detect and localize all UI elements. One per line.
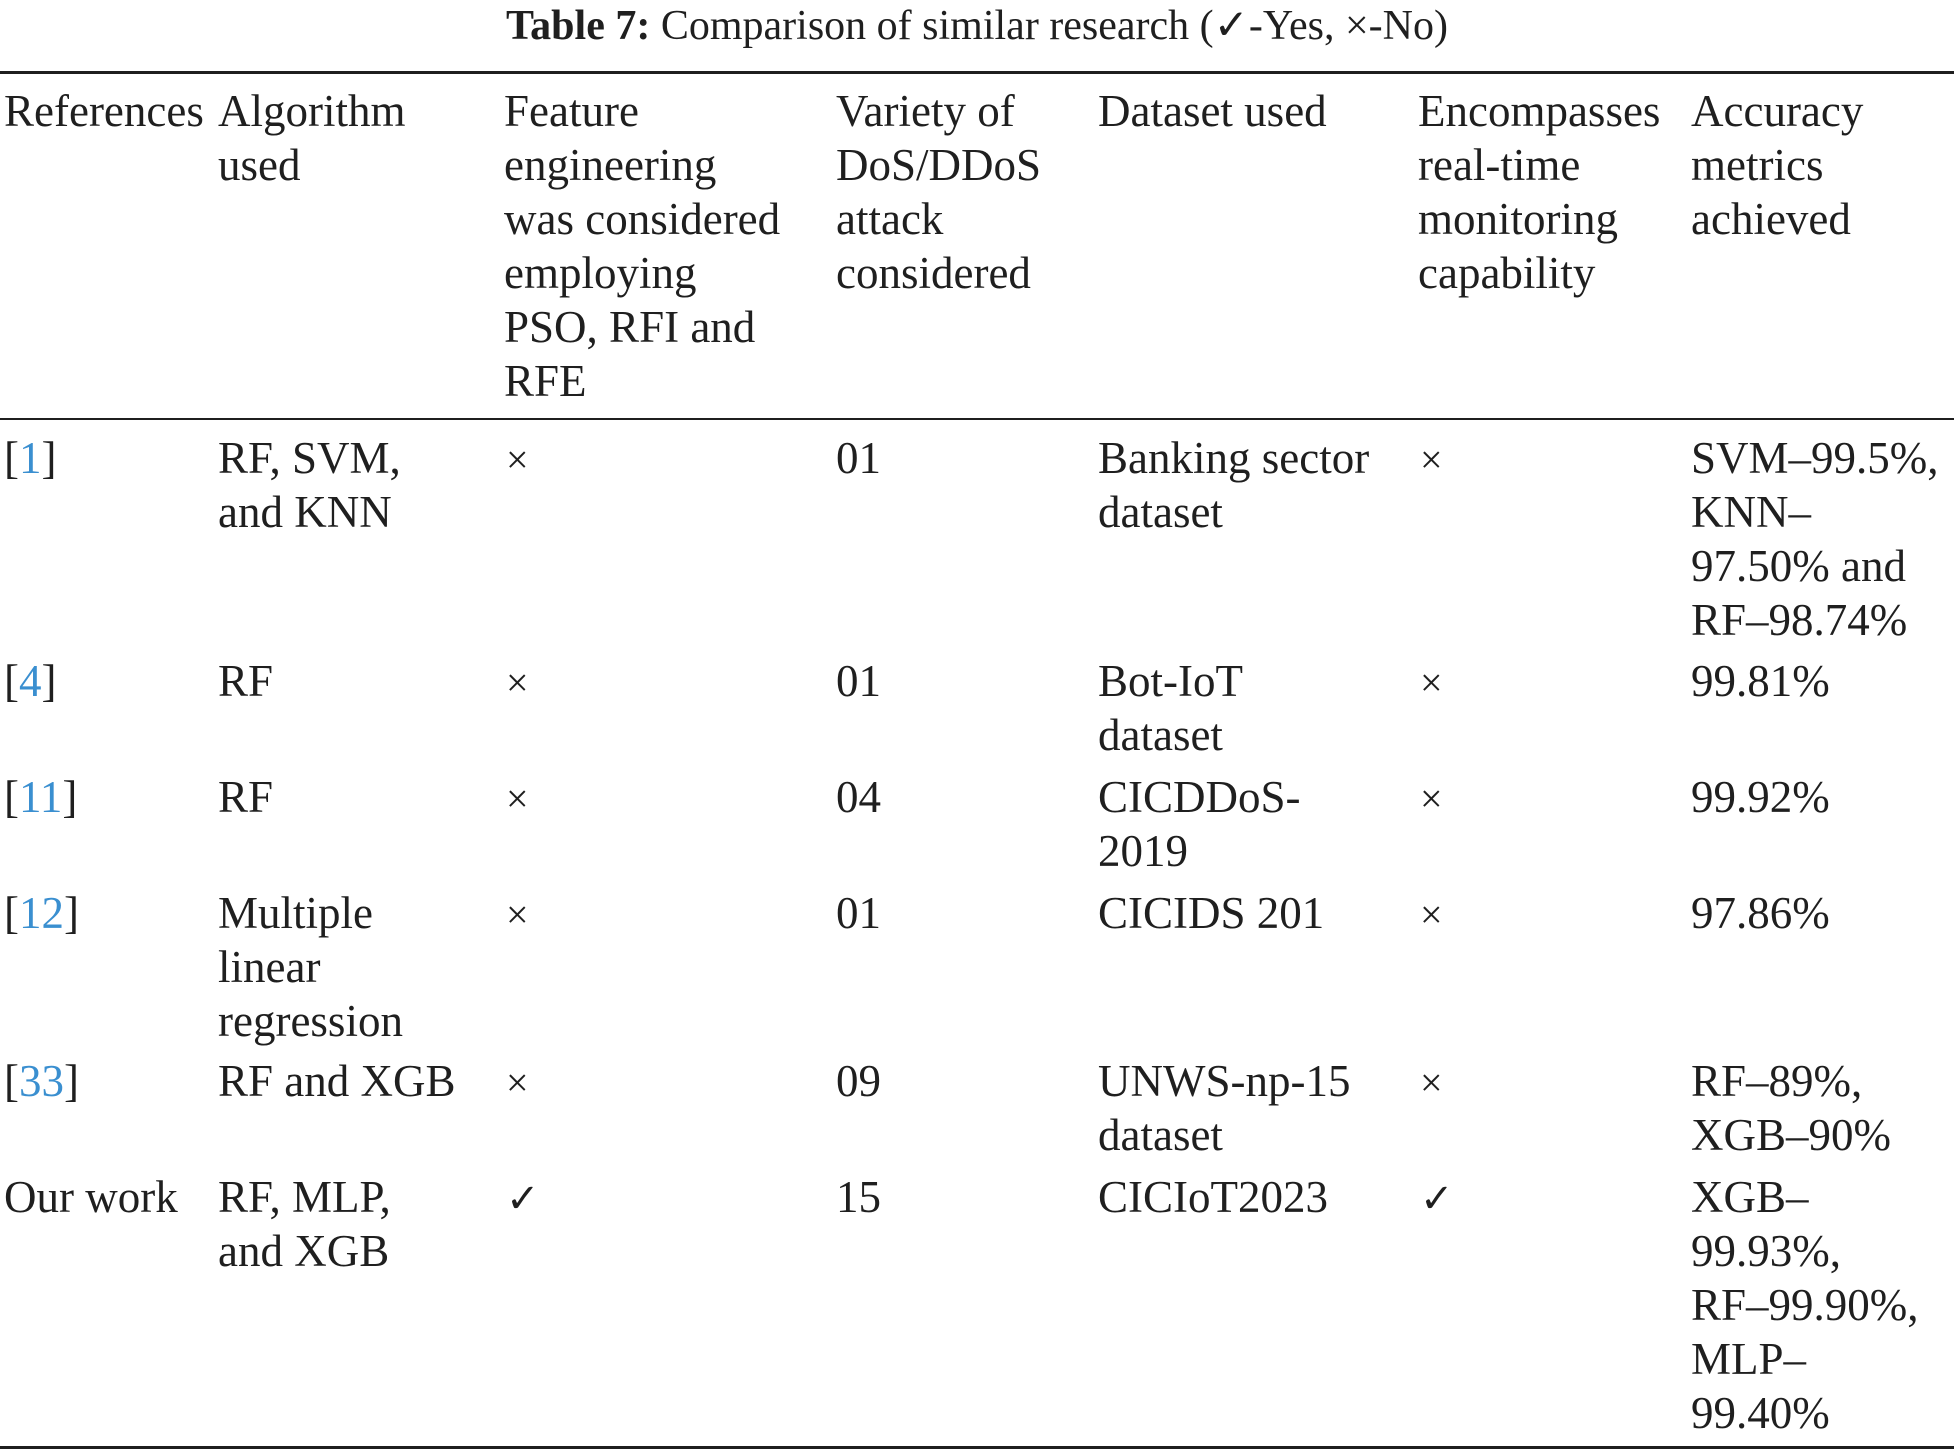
header-variety: Variety of DoS/DDoS attack considered (836, 86, 1042, 298)
cell-accuracy: 99.81% (1691, 656, 1830, 706)
cell-realtime: × (1420, 1060, 1443, 1105)
cell-reference (4, 654, 57, 708)
ref-bracket-open: [ (4, 772, 19, 822)
header-feature-engineering: Feature engineering was considered employing PSO, RFI and RFE (504, 86, 781, 406)
table-caption-text: Comparison of similar research (✓-Yes, ×-No) (660, 3, 1448, 49)
cell-realtime: × (1420, 437, 1443, 482)
ref-bracket-close: ] (64, 1056, 79, 1106)
header-realtime: Encompasses real-time monitoring capability (1418, 86, 1661, 298)
table-top-rule (0, 71, 1954, 74)
cell-feature-engineering: × (506, 660, 529, 705)
table-caption (0, 2, 1954, 50)
header-algorithm: Algorithm used (218, 86, 406, 190)
cell-realtime: × (1420, 776, 1443, 821)
ref-bracket-close: ] (62, 772, 78, 822)
ref-bracket-close: ] (64, 888, 79, 938)
ref-bracket-open: [ (4, 1056, 19, 1106)
cell-variety: 01 (836, 656, 881, 706)
ref-bracket-open: [ (4, 433, 19, 483)
cell-variety: 01 (836, 433, 881, 483)
cell-dataset: Banking sector dataset (1098, 433, 1370, 537)
cell-accuracy: 99.92% (1691, 772, 1830, 822)
cell-reference (4, 770, 77, 824)
header-accuracy: Accuracy metrics achieved (1691, 86, 1864, 244)
cell-accuracy: XGB– 99.93%, RF–99.90%, MLP– 99.40% (1691, 1172, 1919, 1438)
cell-feature-engineering: ✓ (506, 1176, 540, 1221)
cell-algorithm: Multiple linear regression (218, 888, 403, 1046)
cell-algorithm: RF, SVM, and KNN (218, 433, 401, 537)
cell-reference (4, 1054, 79, 1108)
cell-dataset: CICIoT2023 (1098, 1172, 1328, 1222)
cell-dataset: CICIDS 201 (1098, 888, 1325, 938)
cell-variety: 01 (836, 888, 881, 938)
cell-accuracy: 97.86% (1691, 888, 1830, 938)
ref-bracket-open: [ (4, 656, 19, 706)
cell-variety: 09 (836, 1056, 881, 1106)
ref-link[interactable]: 33 (19, 1056, 64, 1106)
cell-realtime: × (1420, 660, 1443, 705)
cell-algorithm: RF and XGB (218, 1056, 456, 1106)
cell-reference (4, 431, 57, 485)
ref-link[interactable]: 1 (19, 433, 42, 483)
ref-link[interactable]: 11 (19, 772, 63, 822)
header-dataset: Dataset used (1098, 86, 1327, 136)
cell-realtime: ✓ (1420, 1176, 1454, 1221)
ref-link[interactable]: 12 (19, 888, 64, 938)
cell-dataset: CICDDoS- 2019 (1098, 772, 1301, 876)
cell-feature-engineering: × (506, 437, 529, 482)
ref-bracket-close: ] (41, 433, 57, 483)
cell-feature-engineering: × (506, 892, 529, 937)
ref-link[interactable]: 4 (19, 656, 42, 706)
cell-variety: 15 (836, 1172, 881, 1222)
cell-algorithm: RF (218, 772, 274, 822)
ref-bracket-close: ] (41, 656, 57, 706)
cell-realtime: × (1420, 892, 1443, 937)
cell-feature-engineering: × (506, 1060, 529, 1105)
cell-reference: Our work (4, 1172, 178, 1222)
cell-algorithm: RF (218, 656, 274, 706)
cell-dataset: Bot-IoT dataset (1098, 656, 1243, 760)
cell-dataset: UNWS-np-15 dataset (1098, 1056, 1351, 1160)
table-caption-label: Table 7: (506, 3, 651, 49)
ref-bracket-open: [ (4, 888, 19, 938)
cell-accuracy: SVM–99.5%, KNN– 97.50% and RF–98.74% (1691, 433, 1939, 645)
cell-variety: 04 (836, 772, 881, 822)
cell-accuracy: RF–89%, XGB–90% (1691, 1056, 1891, 1160)
cell-reference (4, 886, 79, 940)
cell-feature-engineering: × (506, 776, 529, 821)
header-references: References (4, 86, 204, 136)
table-bottom-rule (0, 1446, 1954, 1449)
table-header-rule (0, 418, 1954, 420)
cell-algorithm: RF, MLP, and XGB (218, 1172, 391, 1276)
